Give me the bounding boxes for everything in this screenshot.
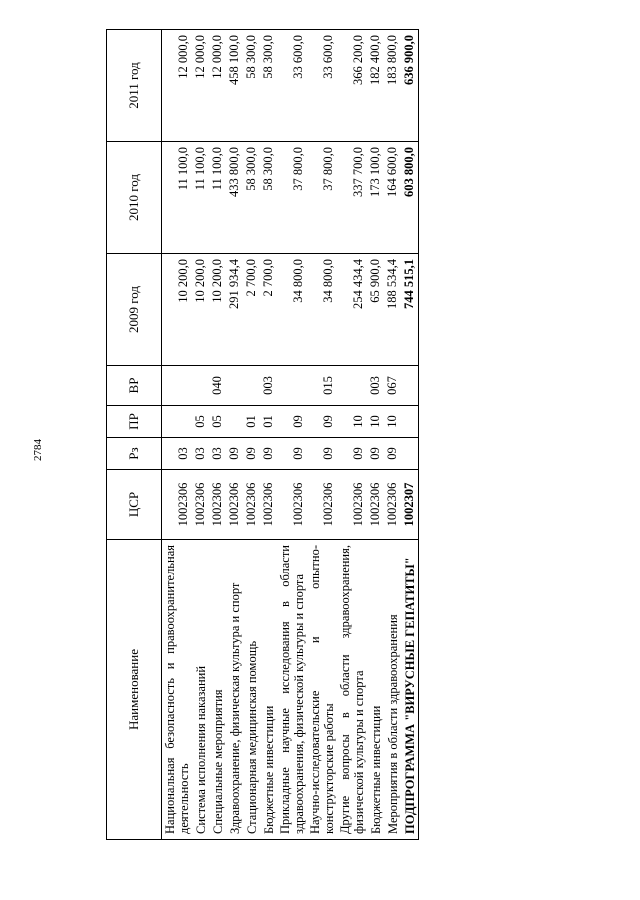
row-2009: 291 934,4 [226,254,243,366]
row-2010: 433 800,0 [226,142,243,254]
row-csr: 1002306 [162,470,193,540]
row-rz: 03 [209,438,226,470]
header-rz: Рз [107,438,162,470]
row-2009: 744 515,1 [401,254,419,366]
row-pr: 10 [384,406,401,438]
row-name: Специальные мероприятия [209,540,226,840]
budget-table [106,29,419,840]
row-2010: 37 800,0 [307,142,337,254]
row-vr: 067 [384,366,401,406]
row-csr: 1002306 [209,470,226,540]
row-rz [401,438,419,470]
row-name: Национальная безопасность и правоохранительная деятельность [162,540,193,840]
table-row [401,30,419,840]
header-2011: 2011 год [107,30,162,142]
row-2011: 182 400,0 [367,30,384,142]
row-2010: 11 100,0 [162,142,193,254]
row-2009: 10 200,0 [162,254,193,366]
row-2011: 12 000,0 [192,30,209,142]
row-pr: 01 [243,406,260,438]
table-row [260,30,277,840]
row-csr: 1002306 [243,470,260,540]
row-rz: 09 [260,438,277,470]
row-name: ПОДПРОГРАММА "ВИРУСНЫЕ ГЕПАТИТЫ" [401,540,419,840]
row-vr: 040 [209,366,226,406]
row-csr: 1002306 [192,470,209,540]
table-row [337,30,367,840]
row-name: Другие вопросы в области здравоохранения, физической культуры и спорта [337,540,367,840]
table-header-row [107,30,162,840]
header-name: Наименование [107,540,162,840]
table-row [277,30,307,840]
row-vr [277,366,307,406]
row-vr [401,366,419,406]
page-number: 2784 [32,439,44,461]
row-vr [243,366,260,406]
row-pr [226,406,243,438]
row-2011: 58 300,0 [243,30,260,142]
row-2011: 183 800,0 [384,30,401,142]
row-2011: 458 100,0 [226,30,243,142]
row-csr: 1002306 [277,470,307,540]
row-csr: 1002306 [384,470,401,540]
row-2011: 58 300,0 [260,30,277,142]
row-csr: 1002306 [307,470,337,540]
row-name: Мероприятия в области здравоохранения [384,540,401,840]
header-2010: 2010 год [107,142,162,254]
row-name: Стационарная медицинская помощь [243,540,260,840]
row-pr: 05 [209,406,226,438]
header-vr: ВР [107,366,162,406]
row-2011: 636 900,0 [401,30,419,142]
header-pr: ПР [107,406,162,438]
table-row [367,30,384,840]
row-2010: 11 100,0 [192,142,209,254]
table-row [192,30,209,840]
row-vr: 015 [307,366,337,406]
row-csr: 1002306 [367,470,384,540]
row-csr: 1002307 [401,470,419,540]
row-rz: 09 [337,438,367,470]
row-2010: 37 800,0 [277,142,307,254]
row-name: Научно-исследовательские и опытно-конструкторские работы [307,540,337,840]
row-rz: 09 [226,438,243,470]
row-rz: 09 [367,438,384,470]
row-2011: 33 600,0 [307,30,337,142]
row-rz: 09 [384,438,401,470]
table-row [226,30,243,840]
row-vr [226,366,243,406]
row-vr [337,366,367,406]
row-vr: 003 [260,366,277,406]
rotated-table-container [106,30,596,840]
row-csr: 1002306 [226,470,243,540]
row-pr: 09 [307,406,337,438]
row-2011: 12 000,0 [162,30,193,142]
header-csr: ЦСР [107,470,162,540]
row-2009: 2 700,0 [243,254,260,366]
row-2009: 65 900,0 [367,254,384,366]
row-2009: 34 800,0 [307,254,337,366]
row-pr: 10 [337,406,367,438]
row-rz: 03 [162,438,193,470]
row-2010: 11 100,0 [209,142,226,254]
table-row [307,30,337,840]
row-name: Здравоохранение, физическая культура и спорт [226,540,243,840]
row-2010: 173 100,0 [367,142,384,254]
row-csr: 1002306 [260,470,277,540]
row-2010: 164 600,0 [384,142,401,254]
row-pr [401,406,419,438]
row-vr [192,366,209,406]
table-row [384,30,401,840]
row-name: Бюджетные инвестиции [367,540,384,840]
row-2009: 254 434,4 [337,254,367,366]
row-2011: 33 600,0 [277,30,307,142]
row-vr [162,366,193,406]
row-pr: 05 [192,406,209,438]
row-2010: 603 800,0 [401,142,419,254]
row-rz: 09 [307,438,337,470]
row-name: Система исполнения наказаний [192,540,209,840]
row-2009: 10 200,0 [192,254,209,366]
row-rz: 09 [243,438,260,470]
row-pr [162,406,193,438]
row-pr: 10 [367,406,384,438]
row-pr: 01 [260,406,277,438]
header-2009: 2009 год [107,254,162,366]
row-2009: 10 200,0 [209,254,226,366]
table-row [209,30,226,840]
row-vr: 003 [367,366,384,406]
row-2009: 2 700,0 [260,254,277,366]
row-2011: 366 200,0 [337,30,367,142]
row-rz: 03 [192,438,209,470]
table-body [162,30,419,840]
row-2010: 58 300,0 [243,142,260,254]
row-2009: 188 534,4 [384,254,401,366]
row-name: Бюджетные инвестиции [260,540,277,840]
row-2010: 58 300,0 [260,142,277,254]
row-2010: 337 700,0 [337,142,367,254]
row-rz: 09 [277,438,307,470]
row-2011: 12 000,0 [209,30,226,142]
row-name: Прикладные научные исследования в области здравоохранения, физической культуры и спорта [277,540,307,840]
table-row [162,30,193,840]
row-2009: 34 800,0 [277,254,307,366]
row-csr: 1002306 [337,470,367,540]
row-pr: 09 [277,406,307,438]
table-row [243,30,260,840]
